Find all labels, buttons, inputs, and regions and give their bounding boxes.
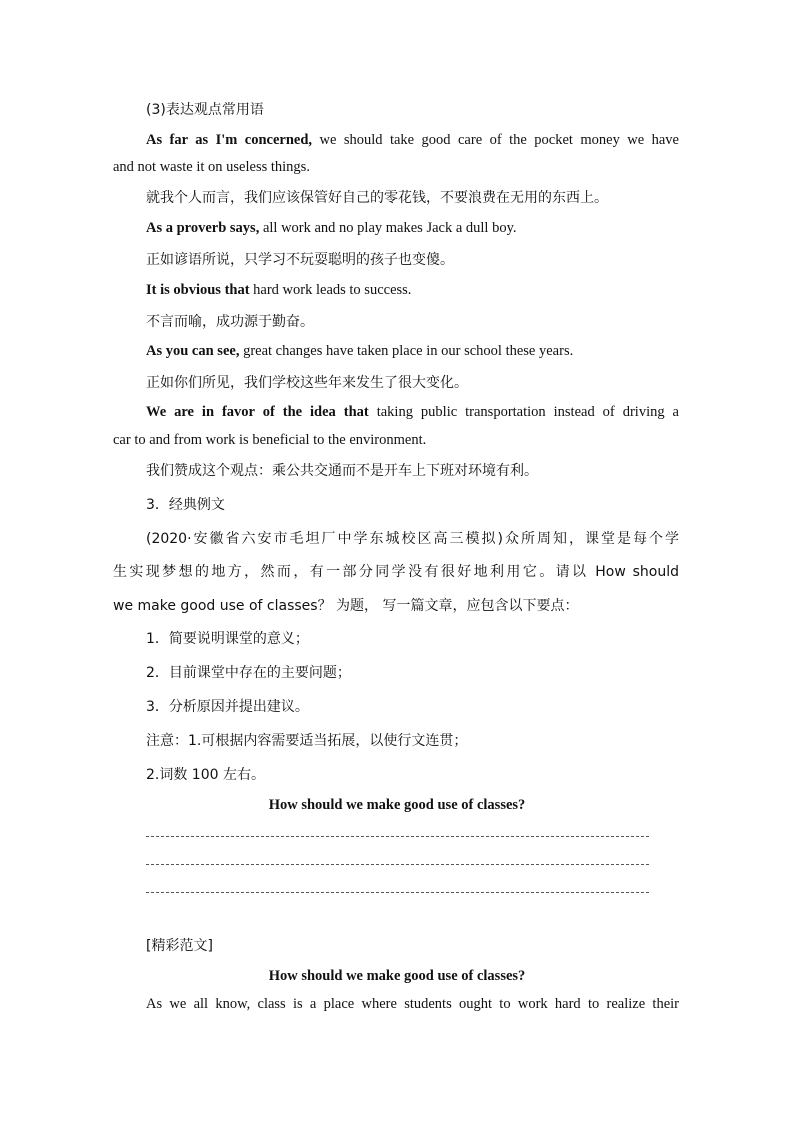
expression-5-zh: 我们赞成这个观点：乘公共交通而不是开车上下班对环境有利。	[146, 463, 538, 479]
expression-3-rest: hard work leads to success.	[249, 282, 412, 298]
expression-5-lead: We are in favor of the idea that	[146, 404, 369, 420]
expression-3-zh: 不言而喻，成功源于勤奋。	[146, 314, 314, 330]
expression-1-rest: we should take good care of the pocket money we have	[312, 132, 679, 148]
expression-4-lead: As you can see,	[146, 343, 240, 359]
expression-5-rest: taking public transportation instead of driving a	[368, 404, 679, 420]
task-line-2: 生实现梦想的地方，然而，有一部分同学没有很好地利用它。请以 How should	[113, 564, 679, 580]
expression-2-zh: 正如谚语所说，只学习不玩耍聪明的孩子也变傻。	[146, 252, 454, 268]
essay-title: How should we make good use of classes?	[268, 797, 526, 813]
expression-5-en	[146, 402, 679, 422]
task-line-1: (2020·安徽省六安市毛坦厂中学东城校区高三模拟)众所周知，课堂是每个学	[146, 531, 679, 547]
task-note-2: 2.词数 100 左右。	[146, 767, 265, 783]
example-heading: 3．经典例文	[146, 497, 225, 513]
answer-line-3	[146, 892, 649, 893]
task-point-3: 3．分析原因并提出建议。	[146, 699, 309, 715]
expression-1-en-cont: and not waste it on useless things.	[113, 159, 310, 175]
answer-line-2	[146, 864, 649, 865]
task-note-1: 注意：1.可根据内容需要适当拓展，以使行文连贯；	[146, 733, 468, 749]
expression-2-en	[146, 218, 517, 238]
section-heading: (3)表达观点常用语	[146, 102, 264, 118]
expression-4-rest: great changes have taken place in our school these years.	[239, 343, 574, 359]
expression-3-lead: It is obvious that	[146, 282, 250, 298]
expression-1-zh: 就我个人而言，我们应该保管好自己的零花钱，不要浪费在无用的东西上。	[146, 190, 608, 206]
model-title: How should we make good use of classes?	[268, 968, 526, 984]
model-first-line: As we all know, class is a place where students ought to work hard to realize their	[146, 996, 679, 1012]
expression-2-lead: As a proverb says,	[146, 220, 260, 236]
task-point-2: 2．目前课堂中存在的主要问题；	[146, 665, 351, 681]
expression-4-en	[146, 341, 573, 361]
expression-1-lead: As far as I'm concerned,	[146, 132, 313, 148]
expression-3-en	[146, 280, 411, 300]
expression-4-zh: 正如你们所见，我们学校这些年来发生了很大变化。	[146, 375, 468, 391]
task-line-3: we make good use of classes？ 为题， 写一篇文章，应包含以下要点：	[113, 598, 579, 614]
answer-line-1	[146, 836, 649, 837]
model-heading: [精彩范文]	[146, 938, 213, 954]
expression-5-en-cont: car to and from work is beneficial to the environment.	[113, 432, 427, 448]
task-point-1: 1．简要说明课堂的意义；	[146, 631, 309, 647]
expression-1-en	[146, 130, 679, 150]
expression-2-rest: all work and no play makes Jack a dull boy.	[259, 220, 517, 236]
